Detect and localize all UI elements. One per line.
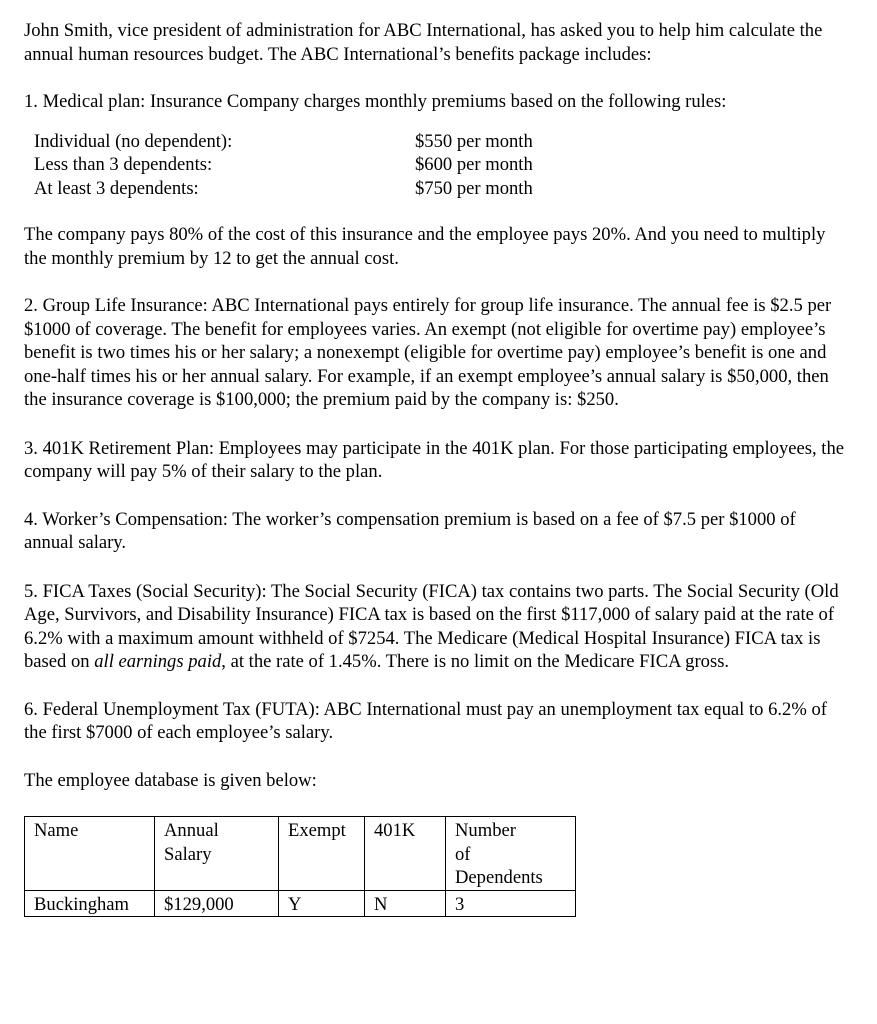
intro-paragraph: John Smith, vice president of administration for ABC International, has asked you to help him calculate the annual human resources budget. The ABC International’s benefits package includes: — [24, 20, 823, 65]
header-annual-salary: Annual Salary — [155, 817, 279, 891]
cell-exempt: Y — [279, 890, 365, 917]
rate-amount: $600 per month — [415, 154, 533, 175]
fica-text-before: 5. FICA Taxes (Social Security): The Social Security (FICA) tax contains two parts. The Social Security (Old Age, Survivors, and Disability Insurance) FICA tax is based on the first $117,000 of salary paid at the rate of 6.2% with a maximum amount withheld of $7254. The Medicare (Medical Hospital Insurance) FICA tax is based on — [24, 580, 839, 672]
cell-dependents: 3 — [446, 890, 576, 917]
document — [24, 19, 844, 917]
cell-401k: N — [365, 890, 446, 917]
rate-label: At least 3 dependents: — [34, 177, 199, 199]
medical-plan-heading: 1. Medical plan: Insurance Company charges monthly premiums based on the following rules: — [24, 91, 727, 112]
retirement-plan-paragraph: 3. 401K Retirement Plan: Employees may participate in the 401K plan. For those participating employees, the company will pay 5% of their salary to the plan. — [24, 437, 844, 482]
medical-rates — [34, 130, 844, 201]
database-intro: The employee database is given below: — [24, 769, 317, 791]
fica-text-after: , at the rate of 1.45%. There is no limit on the Medicare FICA gross. — [221, 651, 730, 672]
rate-amount: $750 per month — [415, 177, 533, 199]
group-life-insurance-paragraph: 2. Group Life Insurance: ABC International pays entirely for group life insurance. The annual fee is $2.5 per $1000 of coverage. The benefit for employees varies. An exempt (not eligible for overtime pay) employee’s benefit is two times his or her salary; a nonexempt (eligible for overtime pay) employee’s benefit is one and one-half times his or her annual salary. For example, if an exempt employee’s annual salary is $50,000, then the insurance coverage is $100,000; the premium paid by the company is: $250. — [24, 295, 832, 410]
table-header-row — [25, 817, 576, 891]
table-row — [25, 890, 576, 917]
employee-table — [24, 816, 576, 917]
fica-taxes-paragraph — [24, 580, 844, 674]
workers-compensation-paragraph: 4. Worker’s Compensation: The worker’s compensation premium is based on a fee of $7.5 per $1000 of annual salary. — [24, 508, 796, 553]
rate-label: Individual (no dependent): — [34, 130, 233, 152]
header-dependents: Number of Dependents — [446, 817, 576, 891]
medical-plan-note: The company pays 80% of the cost of this insurance and the employee pays 20%. And you need to multiply the monthly premium by 12 to get the annual cost. — [24, 224, 826, 269]
header-name: Name — [25, 817, 155, 891]
cell-name: Buckingham — [25, 890, 155, 917]
header-exempt: Exempt — [279, 817, 365, 891]
fica-emphasis: all earnings paid — [94, 651, 222, 672]
cell-salary: $129,000 — [155, 890, 279, 917]
rate-label: Less than 3 dependents: — [34, 154, 213, 175]
header-401k: 401K — [365, 817, 446, 891]
rate-amount: $550 per month — [415, 130, 533, 152]
futa-paragraph: 6. Federal Unemployment Tax (FUTA): ABC International must pay an unemployment tax equal to 6.2% of the first $7000 of each employee’s salary. — [24, 698, 827, 743]
